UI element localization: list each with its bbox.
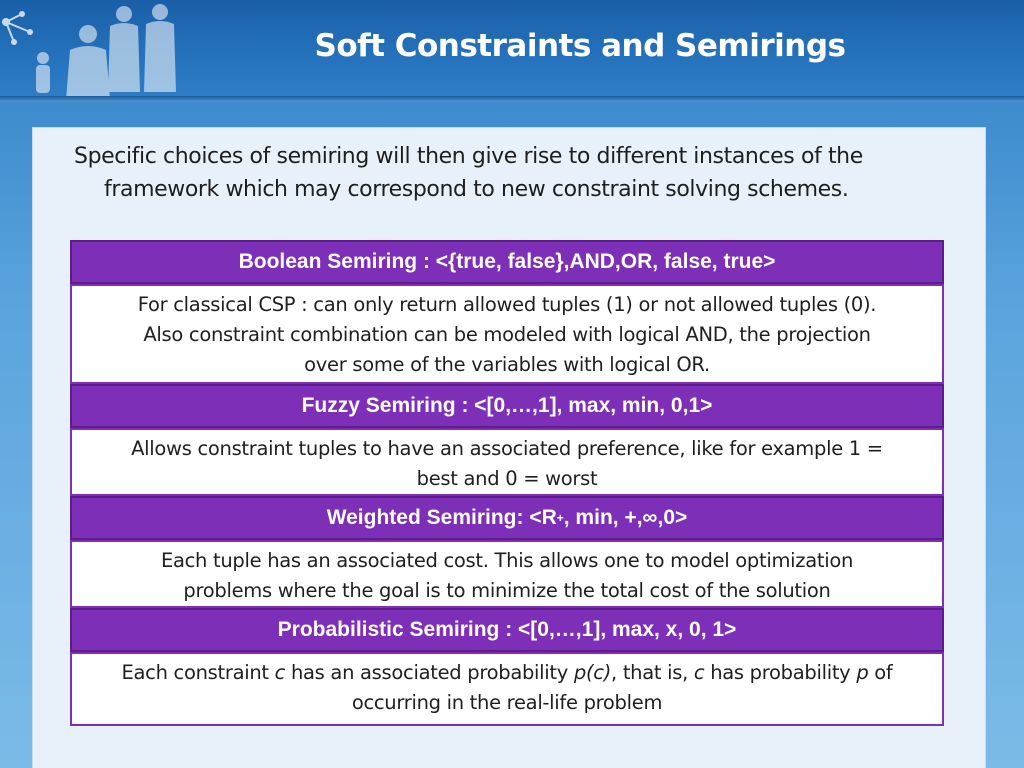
weighted-line-2: problems where the goal is to minimize the total cost of the solution (183, 579, 831, 602)
intro-line-1: Specific choices of semiring will then give rise to different instances of the (74, 144, 863, 169)
fuzzy-semiring-heading: Fuzzy Semiring : <[0,…,1], max, min, 0,1> (70, 384, 944, 428)
weighted-line-1: Each tuple has an associated cost. This allows one to model optimization (160, 549, 854, 572)
intro-line-2: framework which may correspond to new constraint solving schemes. (104, 177, 849, 202)
prob-var-pc: p(c) (573, 661, 612, 684)
boolean-semiring-description (70, 284, 944, 384)
prob-text-i: of (868, 661, 893, 684)
probabilistic-line-2: occurring in the real-life problem (351, 691, 663, 714)
boolean-line-3: over some of the variables with logical OR. (304, 353, 710, 376)
header-divider (0, 96, 1024, 102)
weighted-semiring-heading (70, 496, 944, 540)
fuzzy-line-1: Allows constraint tuples to have an associated preference, like for example 1 = (131, 437, 883, 460)
prob-text-c: has an associated probability (285, 661, 574, 684)
boolean-line-2: Also constraint combination can be modeled with logical AND, the projection (143, 323, 871, 346)
weighted-head-pre: Weighted Semiring: <R (326, 506, 557, 529)
prob-var-p: p (856, 661, 869, 684)
prob-text-e: , that is, (611, 661, 694, 684)
weighted-head-sup: + (556, 511, 564, 525)
prob-var-c2: c (693, 661, 705, 684)
header-bar (0, 0, 1024, 100)
prob-var-c: c (274, 661, 286, 684)
probabilistic-line-1 (72, 658, 942, 688)
slide-title: Soft Constraints and Semirings (314, 28, 846, 64)
probabilistic-semiring-heading: Probabilistic Semiring : <[0,…,1], max, x, 0, 1> (70, 608, 944, 652)
fuzzy-semiring-description (70, 428, 944, 496)
fuzzy-line-2: best and 0 = worst (416, 467, 598, 490)
prob-text-a: Each constraint (121, 661, 275, 684)
probabilistic-semiring-description (70, 652, 944, 726)
business-people-icon (0, 0, 220, 100)
boolean-semiring-heading: Boolean Semiring : <{true, false},AND,OR, false, true> (70, 240, 944, 284)
intro-text (74, 140, 944, 206)
weighted-semiring-description (70, 540, 944, 608)
weighted-head-post: , min, +,∞,0> (563, 506, 688, 529)
boolean-line-1: For classical CSP : can only return allowed tuples (1) or not allowed tuples (0). (137, 293, 877, 316)
prob-text-g: has probability (704, 661, 857, 684)
